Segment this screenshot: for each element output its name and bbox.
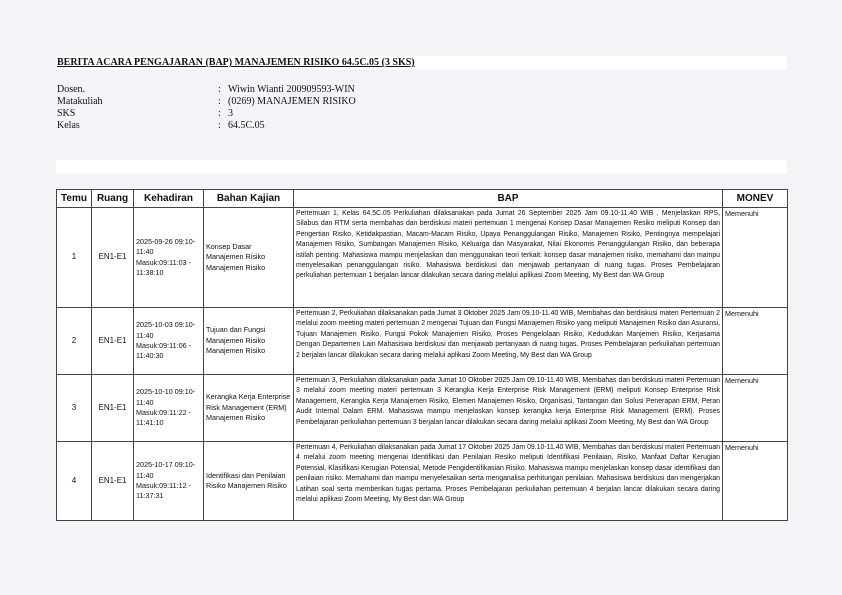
table-header-row [57, 190, 788, 208]
cell-bahan-kajian: Identifikasi dan Penilaian Risiko Manajemen Risiko [204, 442, 294, 521]
table-row [57, 208, 788, 308]
cell-kehadiran: 2025-09-26 09:10-11:40 Masuk:09:11:03 - 11:38:10 [134, 208, 204, 308]
cell-temu: 4 [57, 442, 92, 521]
bap-table [56, 189, 788, 521]
header-kehadiran: Kehadiran [134, 190, 204, 208]
cell-bahan-kajian: Konsep Dasar Manajemen Risiko Manajemen Risiko [204, 208, 294, 308]
cell-monev: Memenuhi [723, 208, 788, 308]
info-colon: : [218, 108, 221, 119]
cell-bahan-kajian: Kerangka Kerja Enterprise Risk Management (ERM) Manajemen Risiko [204, 375, 294, 442]
cell-monev: Memenuhi [723, 308, 788, 375]
info-value: 64.5C.05 [228, 120, 265, 131]
table-row [57, 375, 788, 442]
info-value: Wiwin Wianti 200909593-WIN [228, 84, 355, 95]
section-divider-bar [56, 160, 787, 174]
cell-ruang: EN1-E1 [92, 308, 134, 375]
cell-kehadiran: 2025-10-03 09:10-11:40 Masuk:09:11:06 - 11:40:30 [134, 308, 204, 375]
cell-kehadiran: 2025-10-10 09:10-11:40 Masuk:09:11:22 - 11:41:10 [134, 375, 204, 442]
header-bahan-kajian: Bahan Kajian [204, 190, 294, 208]
cell-temu: 2 [57, 308, 92, 375]
cell-bap: Pertemuan 2, Perkuliahan dilaksanakan pada Jumat 3 Oktober 2025 Jam 09.10-11.40 WIB, Membahas dan berdiskusi materi Pertemuan 2 melalui zoom meeting materi pertemuan 2 mengenai Tujuan dan Fungsi Manajemen Risiko yang meliputi Manajemen Risiko dan Asuransi, Tujuan Manajemen Risiko, Fungsi Pokok Manajemen Risiko, Proses Pengelolaan Risiko, Kedudukan Manjemen Risiko, Kerjasama Dengan Departemen Lain Mahasiswa berdiskusi dan menjawab pertanyaan di ruang tugas. Proses Pembelajaran perkuliahan pertemuan 2 berjalan lancar dilakukan secara daring melalui aplikasi Zoom Meeting, My Best dan WA Group [294, 308, 723, 375]
table-row [57, 308, 788, 375]
cell-ruang: EN1-E1 [92, 375, 134, 442]
header-bap: BAP [294, 190, 723, 208]
info-label: Matakuliah [57, 96, 103, 107]
info-label: Dosen. [57, 84, 86, 95]
info-label: Kelas [57, 120, 80, 131]
cell-ruang: EN1-E1 [92, 208, 134, 308]
header-temu: Temu [57, 190, 92, 208]
cell-bap: Pertemuan 1, Kelas 64.5C.05 Perkuliahan dilaksanakan pada Jumat 26 September 2025 Jam 09.10-11.40 WIB , Menjelaskan RPS, Silabus dan RTM serta membahas dan berdiskusi materi pertemuan 1 mengenai Konsep Dasar Manajemen Resiko meliputi Konsep dan Pengertian Risiko, Ketidakpastian, Macam-Macam Risiko, Upaya Penanggulangan Risiko, Manajemen Risiko, Pentingnya mempelajari Manajemen Risiko, Sumbangan Manajemen Risiko, Keluarga dan Masyarakat, Nilai Ekonomis Penanggulangan Risiko, dan beberapa istilah penting. Mahasiswa mampu menjelaskan dan menggunakan teori terkait: konsep dasar manajemen risiko, memahami dan mampu menyelesaikan penanggulangan risiko. Mahasiswa berdiskusi dan menjawab pertanyaan di ruang tugas. Proses Pembelajaran perkuliahan pertemuan 1 berjalan lancar dilakukan secara daring melalui aplikasi Zoom Meeting, My Best dan WA Group [294, 208, 723, 308]
cell-ruang: EN1-E1 [92, 442, 134, 521]
document-title: BERITA ACARA PENGAJARAN (BAP) MANAJEMEN RISIKO 64.5C.05 (3 SKS) [57, 57, 415, 68]
cell-temu: 1 [57, 208, 92, 308]
cell-monev: Memenuhi [723, 375, 788, 442]
cell-kehadiran: 2025-10-17 09:10-11:40 Masuk:09:11:12 - 11:37:31 [134, 442, 204, 521]
cell-bahan-kajian: Tujuan dan Fungsi Manajemen Risiko Manajemen Risiko [204, 308, 294, 375]
info-label: SKS [57, 108, 76, 119]
cell-bap: Pertemuan 3, Perkuliahan dilaksanakan pada Jumat 10 Oktober 2025 Jam 09.10-11.40 WIB, Membahas dan berdiskusi materi Pertemuan 3 melalui zoom meeting materi pertemuan 3 Kerangka Kerja Enterprise Risk Management (ERM) meliputi Konsep Enterprise Risk Management, Kerangka Kerja Manajemen Risiko, Elemen Manajemen Risiko, Organisasi, Tantangan dan Solusi Penerapan ERM, Peran Audit Internal Dalam ERM. Mahasiswa mampu menjelaskan konsep kerangka kerja Enterprise Risk Management (ERM). Proses Pembelajaran perkuliahan pertemuan 3 berjalan lancar dilakukan secara daring melalui aplikasi Zoom Meeting, My Best dan WA Group [294, 375, 723, 442]
cell-temu: 3 [57, 375, 92, 442]
cell-bap: Pertemuan 4, Perkuliahan dilaksanakan pada Jumat 17 Oktober 2025 Jam 09.10-11.40 WIB, Membahas dan berdiskusi materi Pertemuan 4 melalui zoom meeting mengenai Identifikasi dan Penilaian Resiko meliputi Identifikasi Penilaian, Risiko, Manfaat Daftar Kerugian Potensial, Klasifikasi Kerugian Potensial, Metode Pengidentifikasian Risiko. Mahasiswa mampu menjelaskan konsep dasar identifikasi dan penilaian risiko. Memahami dan mampu menyelesaikan serta menganalisa perhitungan penilaian. Mahasiswa berdiskusi dan mengerjakan Latihan soal serta memberikan tugas pertama. Proses Pembelajaran perkuliahan pertemuan 4 berjalan lancar dilakukan secara daring melalui aplikasi Zoom Meeting, My Best dan WA Group [294, 442, 723, 521]
info-colon: : [218, 96, 221, 107]
cell-monev: Memenuhi [723, 442, 788, 521]
header-ruang: Ruang [92, 190, 134, 208]
info-colon: : [218, 84, 221, 95]
header-monev: MONEV [723, 190, 788, 208]
info-colon: : [218, 120, 221, 131]
table-row [57, 442, 788, 521]
info-value: 3 [228, 108, 233, 119]
info-value: (0269) MANAJEMEN RISIKO [228, 96, 356, 107]
